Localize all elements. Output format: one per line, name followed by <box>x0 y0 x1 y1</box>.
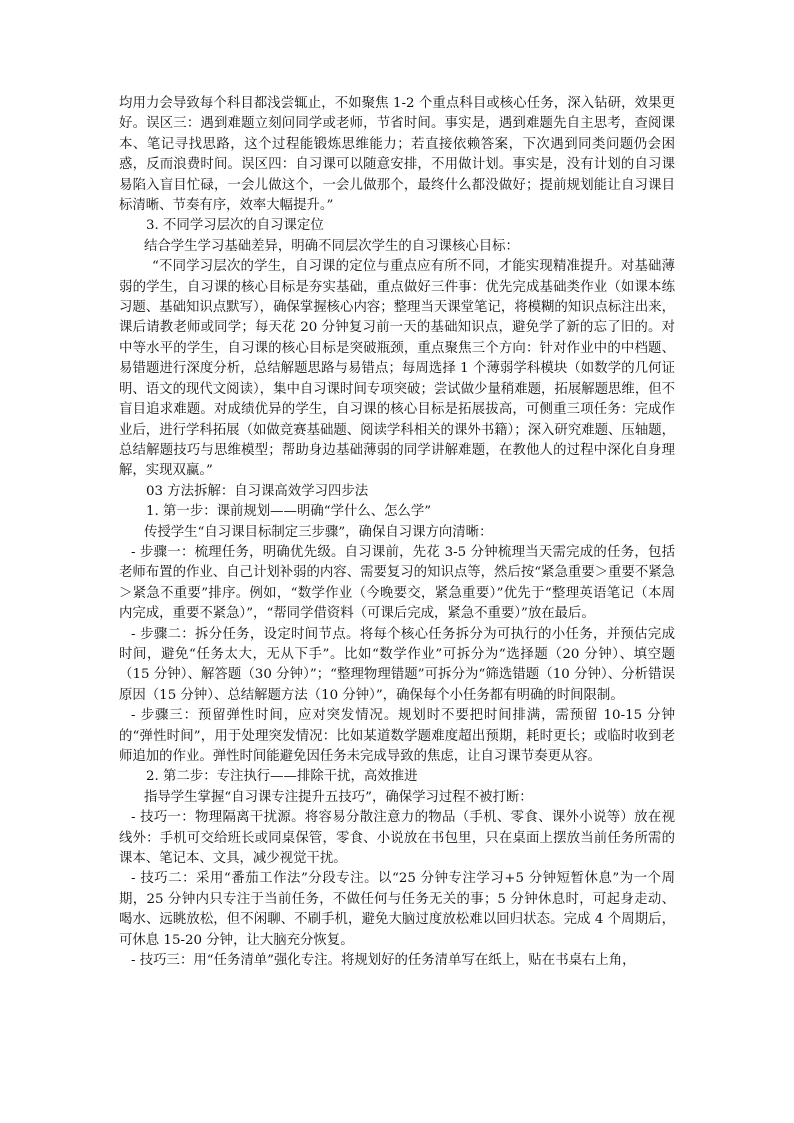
list-item-tip-one: - 技巧一：物理隔离干扰源。将容易分散注意力的物品（手机、零食、课外小说等）放在视线外：手机可交给班长或同桌保管，零食、小说放在书包里，只在桌面上摆放当前任务所需的课本、笔记本、文具，减少视觉干扰。 <box>119 810 675 867</box>
paragraph-misconceptions-continued: 均用力会导致每个科目都浅尝辄止，不如聚焦 1-2 个重点科目或核心任务，深入钻研，效果更好。误区三：遇到难题立刻问同学或老师，节省时间。事实是，遇到难题先自主思考，查阅课本、笔记寻找思路，这个过程能锻炼思维能力；若直接依赖答案，下次遇到同类问题仍会困惑，反而浪费时间。误区四：自习课可以随意安排，不用做计划。事实是，没有计划的自习课易陷入盲目忙碌，一会儿做这个，一会儿做那个，最终什么都没做好；提前规划能让自习课目标清晰、节奏有序，效率大幅提升。” <box>119 96 675 214</box>
step-heading-planning: 1. 第一步：课前规划——明确“学什么、怎么学” <box>146 504 432 520</box>
paragraph-focus-intro: 指导学生掌握“自习课专注提升五技巧”，确保学习过程不被打断： <box>144 789 533 805</box>
document-body <box>119 94 675 971</box>
chapter-heading-method: 03 方法拆解：自习课高效学习四步法 <box>146 483 369 499</box>
list-item-step-three: - 步骤三：预留弹性时间，应对突发情况。规划时不要把时间排满，需预留 10-15 分钟的“弹性时间”，用于处理突发情况：比如某道数学题难度超出预期，耗时更长；或临时收到老师追加的作业。弹性时间能避免因任务未完成导致的焦虑，让自习课节奏更从容。 <box>119 708 675 764</box>
paragraph-levels-intro: 结合学生学习基础差异，明确不同层次学生的自习课核心目标： <box>144 238 519 254</box>
paragraph-planning-intro: 传授学生“自习课目标制定三步骤”，确保自习课方向清晰： <box>144 524 493 540</box>
list-item-tip-three: - 技巧三：用“任务清单”强化专注。将规划好的任务清单写在纸上，贴在书桌右上角， <box>131 953 636 969</box>
step-heading-focus: 2. 第二步：专注执行——排除干扰，高效推进 <box>146 769 418 785</box>
paragraph-levels-quote: “不同学习层次的学生，自习课的定位与重点应有所不同，才能实现精准提升。对基础薄弱的学生，自习课的核心目标是夯实基础，重点做好三件事：优先完成基础类作业（如课本练习题、基础知识点默写），确保掌握核心内容；整理当天课堂笔记，将模糊的知识点标注出来，课后请教老师或同学；每天花 20 分钟复习前一天的基础知识点，避免学了新的忘了旧的。对中等水平的学生，自习课的核心目标是突破瓶颈，重点聚焦三个方向：针对作业中的中档题、易错题进行深度分析，总结解题思路与易错点；每周选择 1 个薄弱学科模块（如数学的几何证明、语文的现代文阅读），集中自习课时间专项突破；尝试做少量稍难题，拓展解题思维，但不盲目追求难题。对成绩优异的学生，自习课的核心目标是拓展拔高，可侧重三项任务：完成作业后，进行学科拓展（如做竞赛基础题、阅读学科相关的课外书籍）；深入研究难题、压轴题，总结解题技巧与思维模型；帮助身边基础薄弱的同学讲解难题，在教他人的过程中深化自身理解，实现双赢。” <box>119 259 675 479</box>
section-heading-learning-levels: 3. 不同学习层次的自习课定位 <box>146 218 324 234</box>
list-item-tip-two: - 技巧二：采用“番茄工作法”分段专注。以“25 分钟专注学习+5 分钟短暂休息”为一个周期，25 分钟内只专注于当前任务，不做任何与任务无关的事；5 分钟休息时，可起身走动、喝水、远眺放松，但不闲聊、不刷手机，避免大脑过度放松难以回归状态。完成 4 个周期后，可休息 15-20 分钟，让大脑充分恢复。 <box>119 871 675 948</box>
list-item-step-one: - 步骤一：梳理任务，明确优先级。自习课前，先花 3-5 分钟梳理当天需完成的任务，包括老师布置的作业、自己计划补弱的内容、需要复习的知识点等，然后按“紧急重要＞重要不紧急＞紧急不重要”排序。例如，“数学作业（今晚要交，紧急重要）”优先于“整理英语笔记（本周内完成，重要不紧急）”，“帮同学借资料（可课后完成，紧急不重要）”放在最后。 <box>119 544 675 622</box>
list-item-step-two: - 步骤二：拆分任务，设定时间节点。将每个核心任务拆分为可执行的小任务，并预估完成时间，避免“任务太大，无从下手”。比如“数学作业”可拆分为“选择题（20 分钟）、填空题（15 分钟）、解答题（30 分钟）”；“整理物理错题”可拆分为“筛选错题（10 分钟）、分析错误原因（15 分钟）、总结解题方法（10 分钟）”，确保每个小任务都有明确的时间限制。 <box>119 626 675 703</box>
